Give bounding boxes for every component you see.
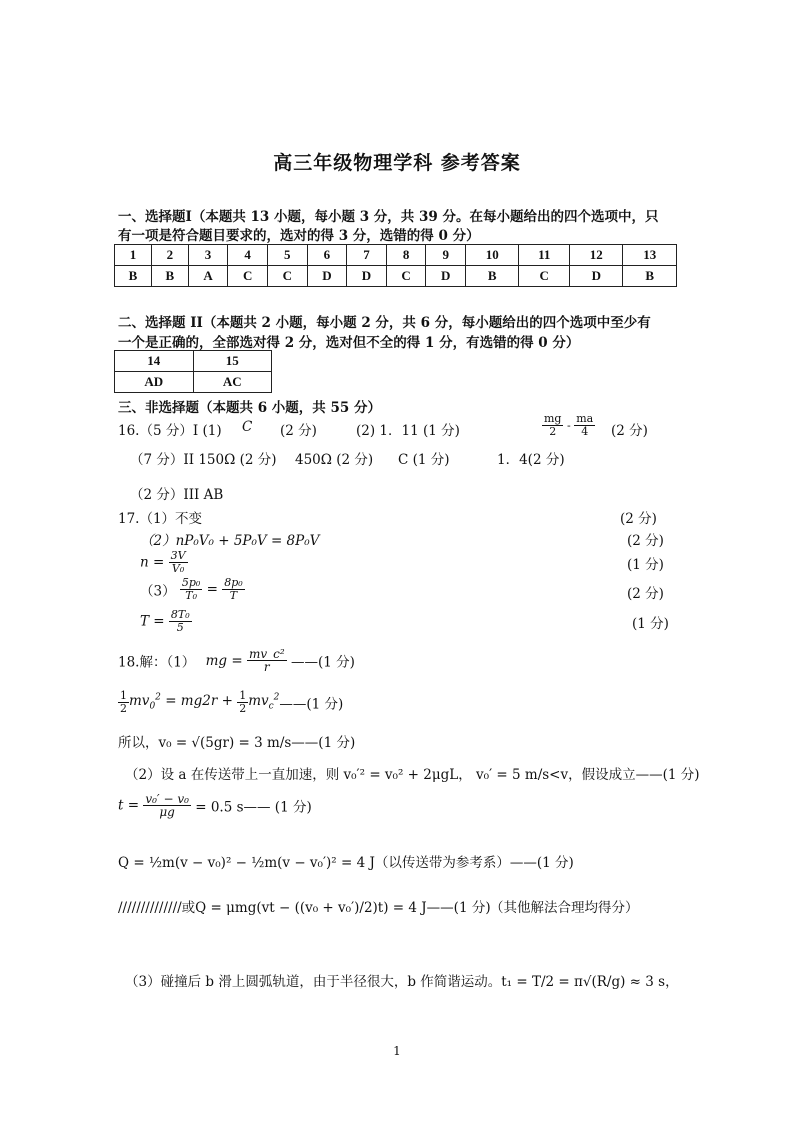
page-number: 1 [393, 1044, 401, 1058]
q18-mg: mg = [205, 652, 243, 669]
frac-num: mg [544, 412, 562, 425]
frac-num: 3V [170, 549, 186, 562]
q16-line2-part1: （7 分）II 150Ω (2 分) [130, 452, 277, 468]
frac-den: V₀ [171, 562, 185, 575]
q17-n-lhs: n = [140, 554, 165, 571]
answer-cell: AD [115, 372, 194, 393]
frac-num: 8p₀ [224, 576, 243, 589]
number-cell: 2 [151, 245, 188, 266]
q18-line4: （2）设 a 在传送带上一直加速，则 v₀′² = v₀² + 2μgL， v₀′ = 5 m/s<v，假设成立——(1 分) [125, 767, 700, 783]
frac-num: 5p₀ [181, 576, 201, 589]
frac-num: mv_c² [248, 647, 285, 661]
number-cell: 5 [267, 245, 307, 266]
q17-line1: 17.（1）不变 [118, 511, 203, 527]
section2-heading-line1: 二、选择题 II（本题共 2 小题，每小题 2 分，共 6 分，每小题给出的四个选项中至少有 [118, 315, 651, 331]
number-cell: 7 [347, 245, 387, 266]
q17-line5-score: (1 分) [632, 616, 669, 632]
number-cell: 13 [623, 245, 677, 266]
q18-label: 18.解：（1） [118, 654, 196, 671]
answer-cell: D [307, 266, 347, 287]
section1-heading-line2: 有一项是符合题目要求的，选对的得 3 分，选错的得 0 分） [118, 228, 480, 244]
q18-line2: $\frac{1}{2}$ $mv_0^2 = mg2r$ + $\frac{1}{2}$ $mv_c^2——(1$ 分) [120, 689, 344, 715]
answer-cell: C [228, 266, 268, 287]
q16-line1-answer: C [242, 419, 253, 435]
section2-heading-line2: 一个是正确的，全部选对得 2 分，选对但不全的得 1 分，有选错的得 0 分） [118, 335, 580, 351]
answer-cell: D [347, 266, 387, 287]
answer-cell: AC [193, 372, 272, 393]
frac-den: r [263, 660, 270, 674]
number-cell: 1 [115, 245, 152, 266]
number-cell: 14 [115, 351, 194, 372]
q16-line3: （2 分）III AB [130, 487, 224, 503]
number-cell: 11 [519, 245, 570, 266]
frac-den: T [229, 589, 238, 602]
q17-line1-score: (2 分) [620, 511, 657, 527]
answer-cell: A [188, 266, 228, 287]
frac-num: 8T₀ [170, 608, 190, 621]
table-row-answers [115, 266, 677, 287]
number-cell: 4 [228, 245, 268, 266]
frac-den: T₀ [185, 589, 197, 602]
answer-cell: D [570, 266, 623, 287]
answer-cell: C [267, 266, 307, 287]
answer-table-2 [114, 350, 272, 393]
q16-line1-score2: (2 分) [611, 423, 648, 439]
q17-T-lhs: T = [140, 613, 165, 630]
answer-cell: B [466, 266, 519, 287]
number-cell: 9 [426, 245, 466, 266]
q17-line4 [140, 577, 245, 602]
q16-expression: $\frac{mg}{2}$ - $\frac{ma}{4}$ [544, 412, 594, 438]
answer-cell: B [151, 266, 188, 287]
number-cell: 3 [188, 245, 228, 266]
number-cell: 8 [386, 245, 426, 266]
q18-line8: （3）碰撞后 b 滑上圆弧轨道，由于半径很大，b 作简谐运动。t₁ = T/2 = π√(R/g) ≈ 3 s， [125, 974, 679, 990]
q18-line5-tail: = 0.5 s—— (1 分) [195, 799, 312, 816]
q16-line1-score: (2 分) [280, 423, 317, 439]
q18-line6: Q = ½m(v − v₀)² − ½m(v − v₀′)² = 4 J（以传送带为参考系）——(1 分) [118, 855, 574, 871]
q17-line3-score: (1 分) [627, 557, 664, 573]
q18-line5: t = $\frac{\text{v₀′ − v₀}}{\mu g}$ = 0.5 s—— (1 分) [118, 792, 312, 819]
frac-num: ma [576, 412, 594, 425]
q17-line4-score: (2 分) [627, 586, 664, 602]
answer-cell: D [426, 266, 466, 287]
equals-sign: = [206, 581, 218, 598]
q16-line1-part1: 16.（5 分）I (1) [118, 423, 222, 439]
frac-den: 5 [176, 621, 184, 634]
answer-cell: B [115, 266, 152, 287]
q17-line5 [140, 609, 192, 634]
answer-cell: C [386, 266, 426, 287]
q17-line3 [140, 550, 188, 575]
q18-line7: //////////////或Q = μmg(vt − ((v₀ + v₀′)/2)t) = 4 J——(1 分) [118, 900, 491, 916]
frac-den: 2 [549, 425, 557, 438]
number-cell: 6 [307, 245, 347, 266]
q16-line2-part2: 450Ω (2 分) [295, 452, 374, 468]
q17-line2-score: (2 分) [627, 533, 664, 549]
q16-line2-part3: C (1 分) [398, 452, 450, 468]
q16-line2-part4: 1．4(2 分) [497, 452, 565, 468]
answer-table-1 [114, 244, 677, 287]
q17-part3-label: （3） [140, 583, 176, 600]
table-row-numbers [115, 245, 677, 266]
section3-heading: 三、非选择题（本题共 6 小题，共 55 分） [118, 400, 381, 416]
q18-line2-score: ——(1 分) [279, 696, 344, 713]
number-cell: 15 [193, 351, 272, 372]
q17-line2: （2）nP₀V₀ + 5P₀V = 8P₀V [140, 533, 320, 549]
q18-line1-score: ——(1 分) [290, 654, 355, 671]
section1-heading-line1: 一、选择题I（本题共 13 小题，每小题 3 分，共 39 分。在每小题给出的四个选项中，只 [118, 209, 659, 225]
q18-line1 [118, 648, 355, 673]
frac-den: 4 [581, 425, 589, 438]
number-cell: 10 [466, 245, 519, 266]
q18-line3: 所以，v₀ = √(5gr) = 3 m/s——(1 分) [118, 735, 356, 751]
q18-line7-note: （其他解法合理均得分） [490, 900, 639, 916]
page-title: 高三年级物理学科 参考答案 [273, 152, 521, 174]
table-row-numbers [115, 351, 272, 372]
answer-cell: C [519, 266, 570, 287]
answer-cell: B [623, 266, 677, 287]
q16-line1-part2: (2) 1．11 (1 分) [356, 423, 460, 439]
number-cell: 12 [570, 245, 623, 266]
table-row-answers [115, 372, 272, 393]
